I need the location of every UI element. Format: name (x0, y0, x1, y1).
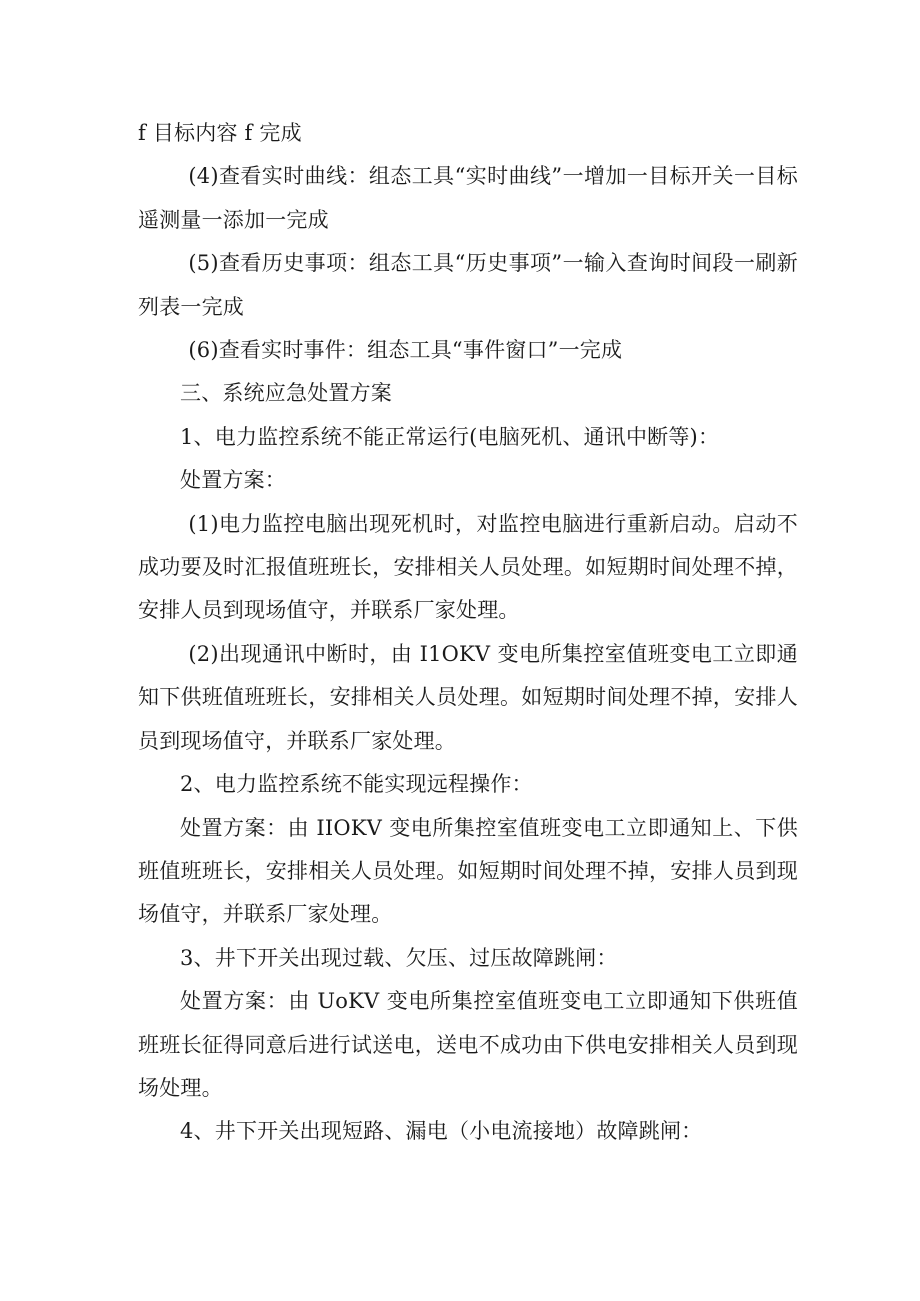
paragraph-case-1-item-1: (1)电力监控电脑出现死机时，对监控电脑进行重新启动。启动不成功要及时汇报值班班长，安排相关人员处理。如短期时间处理不掉，安排人员到现场值守，并联系厂家处理。 (138, 511, 798, 623)
paragraph-case-1-plan-label: 处置方案： (180, 468, 286, 493)
paragraph-case-3-plan: 处置方案：由 UoKV 变电所集控室值班变电工立即通知下供班值班班长征得同意后进行试送电，送电不成功由下供电安排相关人员到现场处理。 (138, 989, 798, 1100)
paragraph-case-1-title: 1、电力监控系统不能正常运行(电脑死机、通讯中断等)： (180, 424, 720, 449)
paragraph-case-3-title: 3、井下开关出现过载、欠压、过压故障跳闸： (180, 945, 618, 970)
document-body (138, 112, 798, 1154)
paragraph-step-6-realtime-events: (6)查看实时事件：组态工具“事件窗口”一完成 (188, 338, 623, 363)
paragraph-case-1-item-2: (2)出现通讯中断时，由 I1OKV 变电所集控室值班变电工立即通知下供班值班班长，安排相关人员处理。如短期时间处理不掉，安排人员到现场值守，并联系厂家处理。 (138, 641, 798, 753)
paragraph-step-5-history-items: (5)查看历史事项：组态工具“历史事项”一输入查询时间段一刷新列表一完成 (138, 251, 798, 319)
paragraph-case-2-plan: 处置方案：由 IIOKV 变电所集控室值班变电工立即通知上、下供班值班班长，安排相关人员处理。如短期时间处理不掉，安排人员到现场值守，并联系厂家处理。 (138, 815, 798, 927)
section-heading-emergency-plan: 三、系统应急处置方案 (180, 381, 392, 406)
paragraph-case-2-title: 2、电力监控系统不能实现远程操作： (180, 772, 533, 797)
paragraph-target-content: f 目标内容 f 完成 (138, 121, 302, 145)
paragraph-step-4-realtime-curve: (4)查看实时曲线：组态工具“实时曲线”一增加一目标开关一目标遥测量一添加一完成 (138, 164, 798, 232)
paragraph-case-4-title: 4、井下开关出现短路、漏电（小电流接地）故障跳闸： (180, 1119, 703, 1144)
